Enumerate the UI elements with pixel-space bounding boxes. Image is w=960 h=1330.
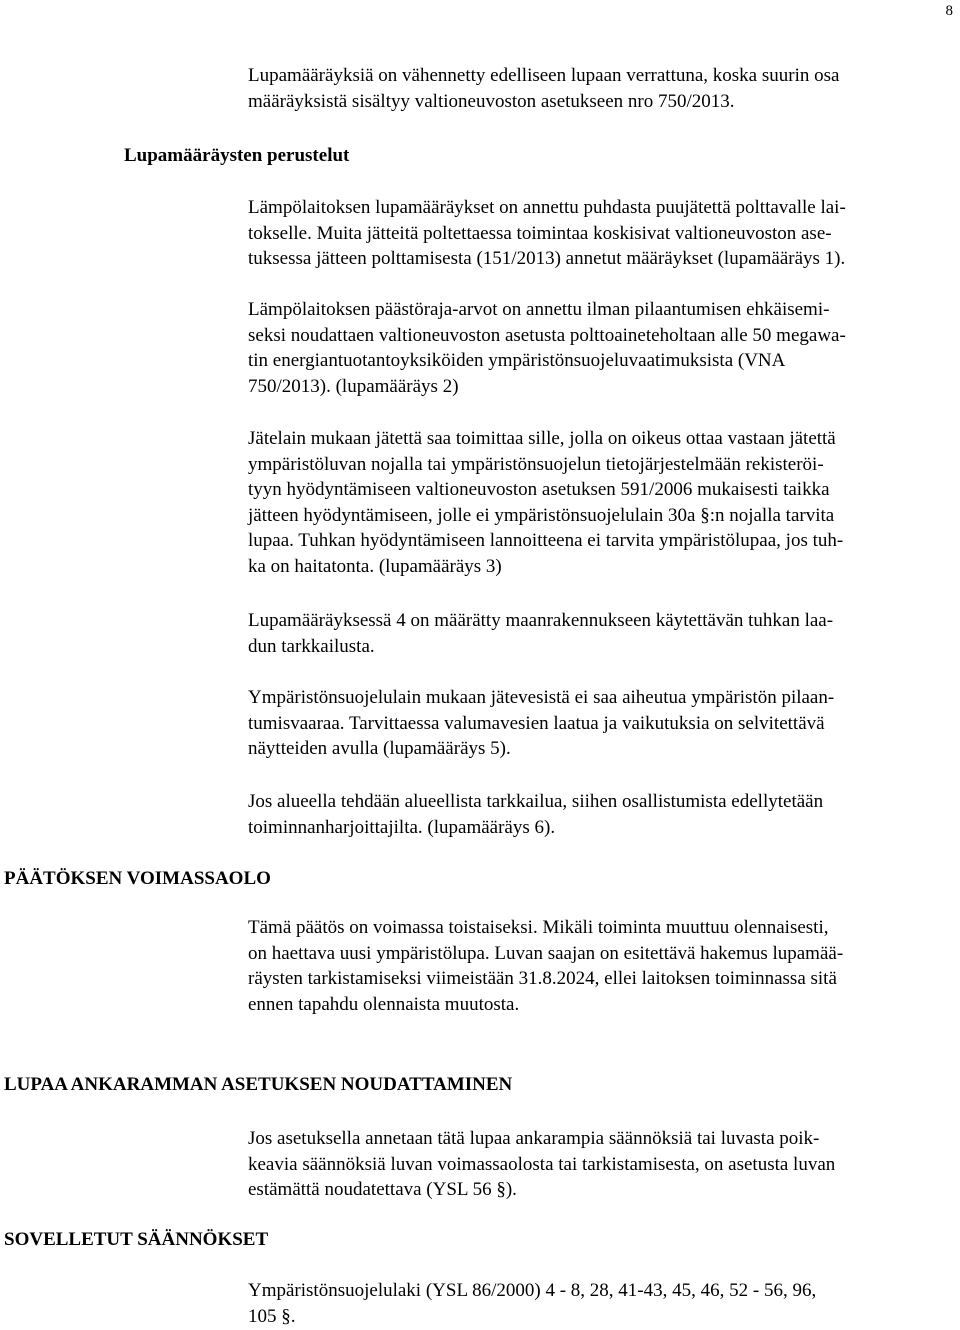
text-line: Ympäristönsuojelulain mukaan jätevesistä ei saa aiheutua ympäristön pilaan- bbox=[248, 687, 835, 708]
text-line: Jos alueella tehdään alueellista tarkkailua, siihen osallistumista edellytetään bbox=[248, 791, 824, 812]
perustelut-paragraph-2 bbox=[248, 297, 956, 399]
intro-paragraph bbox=[248, 63, 956, 114]
text-line: tumisvaaraa. Tarvittaessa valumavesien laatua ja vaikutuksia on selvitettävä bbox=[248, 712, 825, 734]
sovelletut-paragraph bbox=[248, 1278, 956, 1329]
text-line: toiminnanharjoittajilta. (lupamääräys 6). bbox=[248, 816, 556, 838]
text-line: seksi noudattaen valtioneuvoston asetusta polttoaineteholtaan alle 50 megawa- bbox=[248, 324, 846, 346]
text-line: estämättä noudatettava (YSL 56 §). bbox=[248, 1179, 517, 1200]
text-line: Lämpölaitoksen päästöraja-arvot on annettu ilman pilaantumisen ehkäisemi- bbox=[248, 299, 830, 320]
text-line: Jos asetuksella annetaan tätä lupaa ankarampia säännöksiä tai luvasta poik- bbox=[248, 1128, 820, 1149]
section-heading-sovelletut: SOVELLETUT SÄÄNNÖKSET bbox=[4, 1229, 269, 1250]
perustelut-paragraph-1 bbox=[248, 195, 956, 272]
text-line: määräyksistä sisältyy valtioneuvoston asetukseen nro 750/2013. bbox=[248, 90, 735, 112]
text-line: dun tarkkailusta. bbox=[248, 635, 375, 657]
text-line: ka on haitatonta. (lupamääräys 3) bbox=[248, 555, 502, 577]
section-heading-voimassaolo: PÄÄTÖKSEN VOIMASSAOLO bbox=[4, 868, 271, 889]
text-line: Tämä päätös on voimassa toistaiseksi. Mikäli toiminta muuttuu olennaisesti, bbox=[248, 917, 829, 938]
text-line: tin energiantuotantoyksiköiden ympäristönsuojeluvaatimuksista (VNA bbox=[248, 350, 786, 371]
text-line: Lupamääräyksiä on vähennetty edelliseen lupaan verrattuna, koska suurin osa bbox=[248, 65, 840, 86]
text-line: ennen tapahdu olennaista muutosta. bbox=[248, 993, 520, 1015]
text-line: ympäristöluvan nojalla tai ympäristönsuojelun tietojärjestelmään rekisteröi- bbox=[248, 453, 824, 475]
perustelut-paragraph-4 bbox=[248, 608, 956, 659]
text-line: on haettava uusi ympäristölupa. Luvan saajan on esitettävä hakemus lupamää- bbox=[248, 942, 844, 964]
perustelut-paragraph-5 bbox=[248, 685, 956, 762]
text-line: 105 §. bbox=[248, 1305, 296, 1327]
page-number: 8 bbox=[945, 3, 953, 19]
text-line: 750/2013). (lupamääräys 2) bbox=[248, 375, 459, 397]
text-line: lupaa. Tuhkan hyödyntämiseen lannoitteena ei tarvita ympäristölupaa, jos tuh- bbox=[248, 530, 844, 551]
section-heading-ankaramman: LUPAA ANKARAMMAN ASETUKSEN NOUDATTAMINEN bbox=[4, 1074, 513, 1095]
text-line: tyyn hyödyntämiseen valtioneuvoston asetuksen 591/2006 mukaisesti taikka bbox=[248, 479, 830, 500]
perustelut-paragraph-3 bbox=[248, 426, 956, 579]
voimassaolo-paragraph bbox=[248, 915, 956, 1017]
text-line: tuksessa jätteen polttamisesta (151/2013) annetut määräykset (lupamääräys 1). bbox=[248, 248, 846, 269]
text-line: jätteen hyödyntämiseen, jolle ei ympäristönsuojelulain 30a §:n nojalla tarvita bbox=[248, 504, 835, 526]
text-line: Lupamääräyksessä 4 on määrätty maanrakennukseen käytettävän tuhkan laa- bbox=[248, 610, 834, 631]
text-line: tokselle. Muita jätteitä poltettaessa toimintaa koskisivat valtioneuvoston ase- bbox=[248, 222, 832, 244]
text-line: näytteiden avulla (lupamääräys 5). bbox=[248, 738, 511, 759]
text-line: Ympäristönsuojelulaki (YSL 86/2000) 4 - 8, 28, 41-43, 45, 46, 52 - 56, 96, bbox=[248, 1280, 817, 1301]
perustelut-paragraph-6 bbox=[248, 789, 956, 840]
text-line: Lämpölaitoksen lupamääräykset on annettu puhdasta puujätettä polttavalle lai- bbox=[248, 197, 846, 218]
ankaramman-paragraph bbox=[248, 1126, 956, 1203]
section-heading-perustelut: Lupamääräysten perustelut bbox=[124, 145, 350, 166]
text-line: keavia säännöksiä luvan voimassaolosta tai tarkistamisesta, on asetusta luvan bbox=[248, 1153, 836, 1175]
text-line: räysten tarkistamiseksi viimeistään 31.8.2024, ellei laitoksen toiminnassa sitä bbox=[248, 968, 837, 989]
text-line: Jätelain mukaan jätettä saa toimittaa sille, jolla on oikeus ottaa vastaan jätettä bbox=[248, 428, 836, 449]
